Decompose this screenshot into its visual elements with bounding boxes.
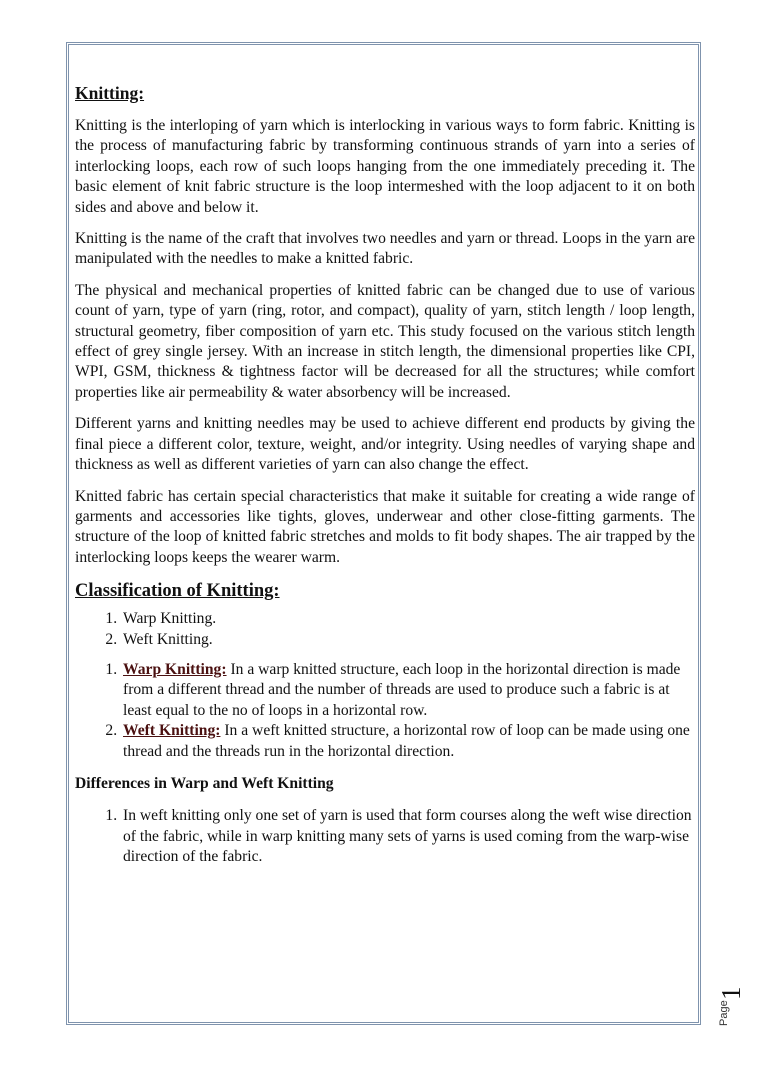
document-body (75, 82, 695, 876)
definition-item (121, 721, 695, 762)
heading-classification: Classification of Knitting: (75, 581, 280, 602)
definition-text: In a warp knitted structure, each loop in the horizontal direction is made from a different thread and the number of threads are used to produce such a fabric is at least equal to the no of loops in a horizontal row. (123, 660, 681, 719)
list-item: 2. Weft Knitting. (121, 630, 695, 650)
list-item: 1. In weft knitting only one set of yarn is used that form courses along the weft wise direction of the fabric, while in warp knitting many sets of yarns is used coming from the warp-wise direction of the fabric. (121, 806, 695, 867)
paragraph: Knitting is the interloping of yarn which is interlocking in various ways to form fabric. Knitting is the process of manufacturing fabric by transforming continuous strands of yarn into a series of interlocking loops, each row of such loops hanging from the one immediately preceding it. The basic element of knit fabric structure is the loop intermeshed with the loop adjacent to it on both sides and above and below it. (75, 117, 695, 216)
definitions-list (75, 660, 695, 762)
paragraph: Knitted fabric has certain special characteristics that make it suitable for creating a wide range of garments and accessories like tights, gloves, underwear and other close-fitting garments. The structure of the loop of knitted fabric stretches and molds to fit body shapes. The air trapped by the interlocking loops keeps the wearer warm. (75, 487, 695, 566)
paragraph: The physical and mechanical properties of knitted fabric can be changed due to use of various count of yarn, type of yarn (ring, rotor, and compact), quality of yarn, stitch length / loop length, structural geometry, fiber composition of yarn etc. This study focused on the various stitch length effect of grey single jersey. With an increase in stitch length, the dimensional properties like CPI, WPI, GSM, thickness & tightness factor will be decreased for all the structures; while comfort properties like air permeability & water absorbency will be increased. (75, 281, 695, 401)
list-item: 1. Warp Knitting. (121, 609, 695, 629)
classification-list (75, 609, 695, 650)
paragraph: Different yarns and knitting needles may be used to achieve different end products by giving the final piece a different color, texture, weight, and/or integrity. Using needles of varying shape and thickness as well as different varieties of yarn can also change the effect. (75, 415, 695, 474)
paragraph: Knitting is the name of the craft that involves two needles and yarn or thread. Loops in the yarn are manipulated with the needles to make a knitted fabric. (75, 230, 695, 268)
definition-term: Warp Knitting: (123, 660, 227, 678)
definition-term: Weft Knitting: (123, 722, 221, 740)
differences-list (75, 806, 695, 867)
page-number (716, 960, 746, 1040)
definition-item (121, 660, 695, 721)
definition-text: In a weft knitted structure, a horizontal row of loop can be made using one thread and the threads run in the horizontal direction. (123, 722, 690, 760)
page-number-value: 1 (716, 986, 746, 1000)
page-label: Page (718, 1000, 730, 1026)
heading-knitting: Knitting: (75, 83, 145, 103)
heading-differences: Differences in Warp and Weft Knitting (75, 774, 334, 792)
